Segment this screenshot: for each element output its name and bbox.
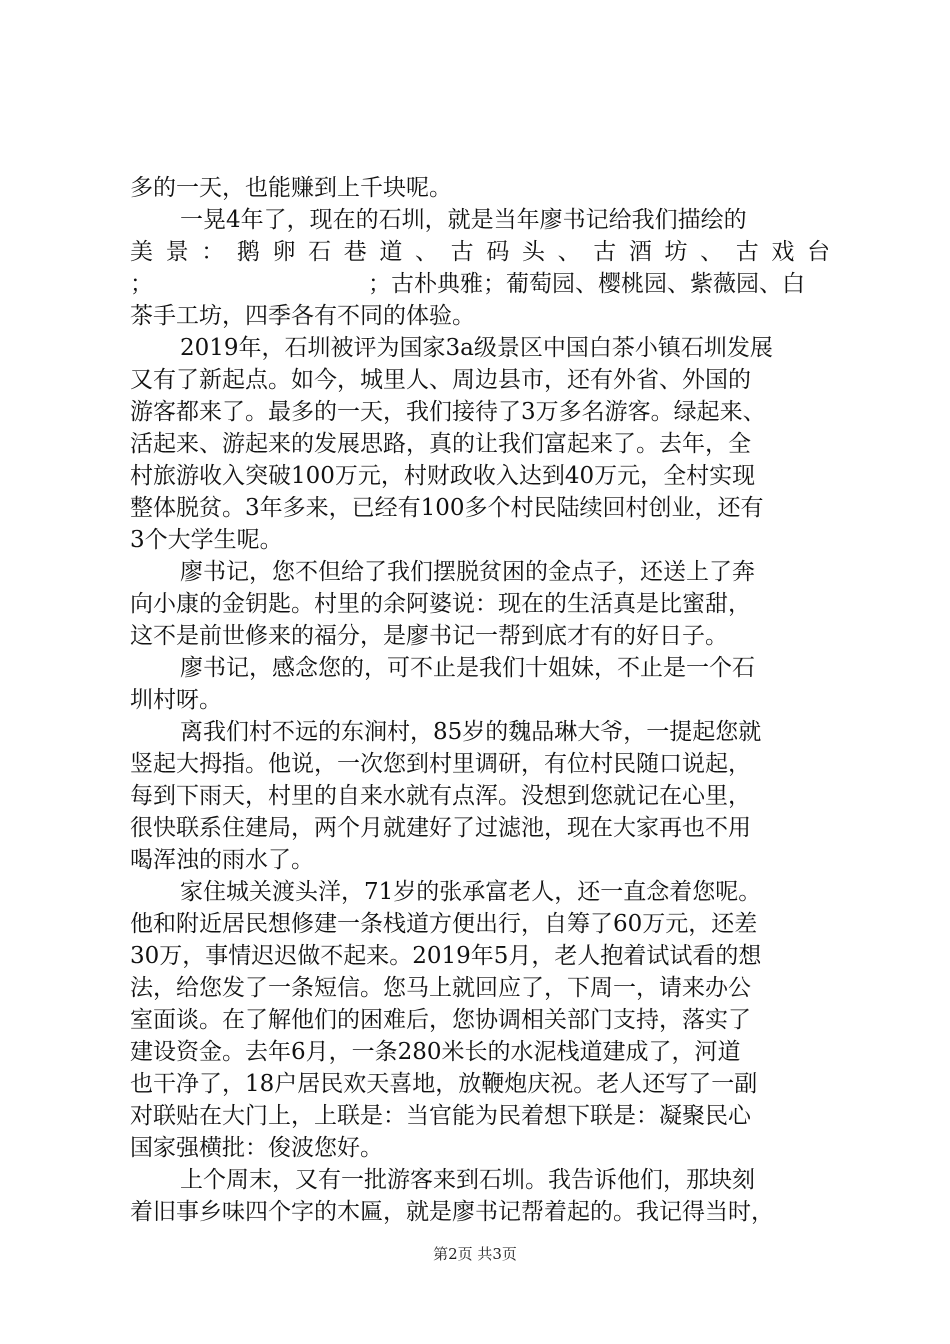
paragraph-start-line: 上个周末，又有一批游客来到石圳。我告诉他们，那块刻	[180, 1167, 755, 1193]
text-line: 喝浑浊的雨水了。	[130, 847, 314, 873]
text-line: 向小康的金钥匙。村里的余阿婆说：现在的生活真是比蜜甜，	[130, 591, 751, 617]
paragraph-start-line: 离我们村不远的东涧村，85岁的魏品琳大爷，一提起您就	[180, 719, 762, 745]
text-line: 着旧事乡味四个字的木匾，就是廖书记帮着起的。我记得当时，	[130, 1199, 774, 1225]
text-fragment: ；古朴典雅；葡萄园、樱桃园、紫薇园、白	[368, 271, 805, 297]
text-line: 竖起大拇指。他说，一次您到村里调研，有位村民随口说起，	[130, 751, 751, 777]
text-line: 多的一天，也能赚到上千块呢。	[130, 175, 452, 201]
page-footer	[0, 1244, 950, 1264]
text-line: 建设资金。去年6月，一条280米长的水泥栈道建成了，河道	[130, 1039, 741, 1065]
text-line: 国家强横批：俊波您好。	[130, 1135, 383, 1161]
text-line: 每到下雨天，村里的自来水就有点浑。没想到您就记在心里，	[130, 783, 751, 809]
text-line: 30万，事情迟迟做不起来。2019年5月，老人抱着试试看的想	[130, 943, 762, 969]
paragraph-start-line: 一晃4年了，现在的石圳，就是当年廖书记给我们描绘的	[180, 207, 747, 233]
text-line: 圳村呀。	[130, 687, 222, 713]
text-line: 茶手工坊，四季各有不同的体验。	[130, 303, 475, 329]
text-line: 活起来、游起来的发展思路，真的让我们富起来了。去年，全	[130, 431, 751, 457]
text-line: 对联贴在大门上，上联是：当官能为民着想下联是：凝聚民心	[130, 1103, 751, 1129]
paragraph-start-line: 家住城关渡头洋，71岁的张承富老人，还一直念着您呢。	[180, 879, 762, 905]
text-line: 也干净了，18户居民欢天喜地，放鞭炮庆祝。老人还写了一副	[130, 1071, 758, 1097]
body-text	[130, 172, 830, 1228]
text-line: 这不是前世修来的福分，是廖书记一帮到底才有的好日子。	[130, 623, 728, 649]
text-line: 法，给您发了一条短信。您马上就回应了，下周一，请来办公	[130, 975, 751, 1001]
text-line: 游客都来了。最多的一天，我们接待了3万多名游客。绿起来、	[130, 399, 766, 425]
text-line-split	[130, 268, 830, 300]
paragraph-start-line: 廖书记，您不但给了我们摆脱贫困的金点子，还送上了奔	[180, 559, 755, 585]
page-number-label: 第2页 共3页	[433, 1245, 517, 1263]
paragraph-start-line: 2019年，石圳被评为国家3a级景区中国白茶小镇石圳发展	[180, 335, 773, 361]
text-line: 村旅游收入突破100万元，村财政收入达到40万元，全村实现	[130, 463, 756, 489]
text-line: 美景：鹅卵石巷道、古码头、古酒坊、古戏台	[130, 239, 830, 265]
text-line: 整体脱贫。3年多来，已经有100多个村民陆续回村创业，还有	[130, 495, 764, 521]
text-line: 3个大学生呢。	[130, 527, 283, 553]
text-line: 他和附近居民想修建一条栈道方便出行，自筹了60万元，还差	[130, 911, 758, 937]
text-fragment: ；	[130, 271, 153, 297]
paragraph-start-line: 廖书记，感念您的，可不止是我们十姐妹，不止是一个石	[180, 655, 755, 681]
text-line: 室面谈。在了解他们的困难后，您协调相关部门支持，落实了	[130, 1007, 751, 1033]
text-line: 很快联系住建局，两个月就建好了过滤池，现在大家再也不用	[130, 815, 751, 841]
text-line: 又有了新起点。如今，城里人、周边县市，还有外省、外国的	[130, 367, 751, 393]
